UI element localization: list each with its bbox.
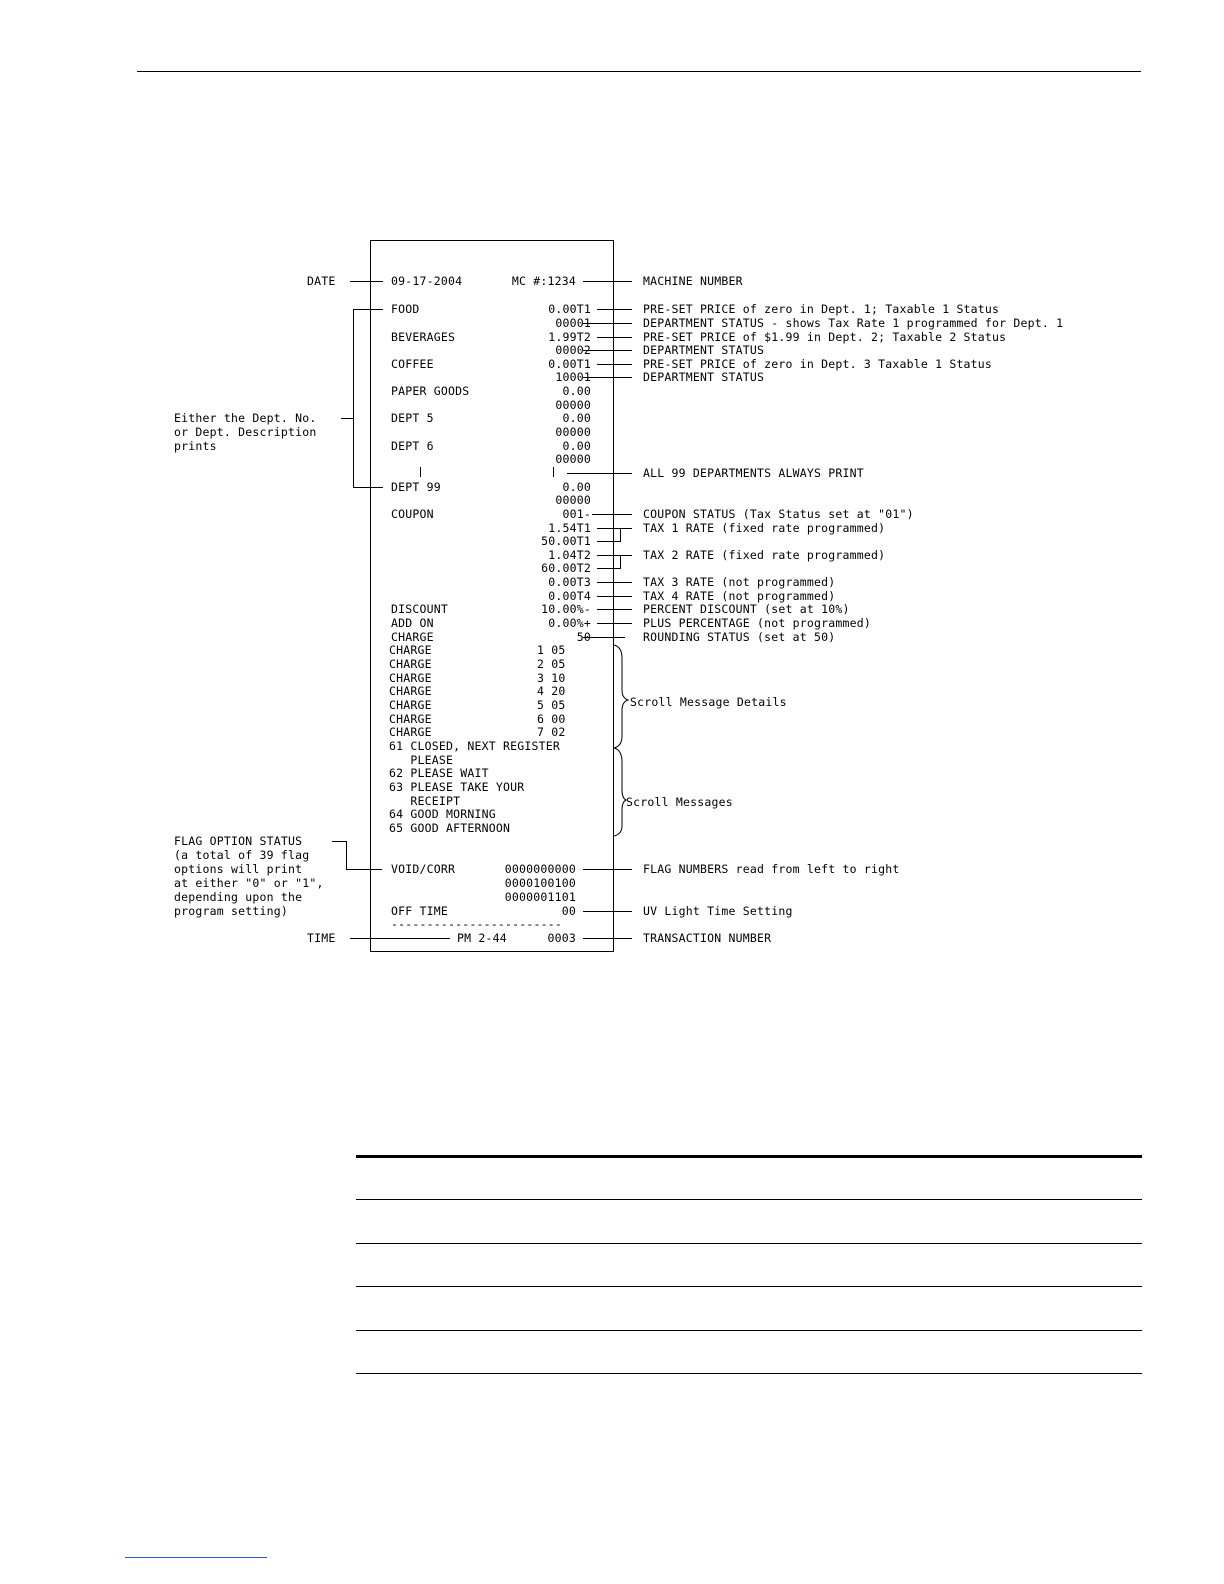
scroll-message-line: 62 PLEASE WAIT xyxy=(389,766,489,780)
scroll-message-line: PLEASE xyxy=(389,753,454,767)
label-scroll-messages: Scroll Messages xyxy=(626,795,733,809)
receipt-row-value: 00000 xyxy=(555,425,591,439)
receipt-dash-line: ------------------------ xyxy=(391,917,562,931)
table-row-rule-5 xyxy=(356,1373,1142,1374)
receipt-row-value: 0.00 xyxy=(562,439,591,453)
annotation-label: DEPARTMENT STATUS xyxy=(643,370,765,384)
label-scroll-message-details: Scroll Message Details xyxy=(630,695,787,709)
receipt-row-value: 00002 xyxy=(555,343,591,357)
receipt-row-value: 10001 xyxy=(555,370,591,384)
annotation-label: PLUS PERCENTAGE (not programmed) xyxy=(643,616,871,630)
scroll-message-line: 65 GOOD AFTERNOON xyxy=(389,821,511,835)
label-dept-note-3: prints xyxy=(174,439,217,453)
flag-line-3: 0000001101 xyxy=(504,890,576,904)
charge-label: CHARGE xyxy=(389,725,432,739)
label-dept-note-2: or Dept. Description xyxy=(174,425,317,439)
annotation-label: MACHINE NUMBER xyxy=(643,274,743,288)
charge-label: CHARGE xyxy=(389,643,432,657)
charge-label: CHARGE xyxy=(389,684,432,698)
charge-value: 4 20 xyxy=(537,684,566,698)
flag-line-1: 0000000000 xyxy=(504,862,576,876)
receipt-time: PM 2-44 xyxy=(457,931,507,945)
annotation-label: DEPARTMENT STATUS xyxy=(643,343,765,357)
receipt-row-value: 1.04T2 xyxy=(548,548,591,562)
label-date: DATE xyxy=(307,274,336,288)
charge-value: 1 05 xyxy=(537,643,566,657)
annotation-label: UV Light Time Setting xyxy=(643,904,793,918)
receipt-row-label: BEVERAGES xyxy=(391,330,456,344)
receipt-row-value: 00000 xyxy=(555,398,591,412)
receipt-row-value: 0.00T1 xyxy=(548,302,591,316)
label-flag-note-5: depending upon the xyxy=(174,890,303,904)
label-flag-note-2: (a total of 39 flag xyxy=(174,848,310,862)
label-flag-note-1: FLAG OPTION STATUS xyxy=(174,834,303,848)
receipt-row-value: 0.00T1 xyxy=(548,357,591,371)
label-flag-note-4: at either "0" or "1", xyxy=(174,876,324,890)
annotation-label: PRE-SET PRICE of $1.99 in Dept. 2; Taxable 2 Status xyxy=(643,330,1007,344)
receipt-row-label: FOOD xyxy=(391,302,420,316)
receipt-row-value: 1.54T1 xyxy=(548,521,591,535)
charge-label: CHARGE xyxy=(389,712,432,726)
scroll-message-line: 64 GOOD MORNING xyxy=(389,807,496,821)
receipt-row-value: 10.00%- xyxy=(541,602,591,616)
charge-value: 7 02 xyxy=(537,725,566,739)
annotation-label: ROUNDING STATUS (set at 50) xyxy=(643,630,836,644)
annotation-label: TAX 1 RATE (fixed rate programmed) xyxy=(643,521,886,535)
scroll-message-line: RECEIPT xyxy=(389,794,461,808)
table-row-rule-4 xyxy=(356,1330,1142,1331)
charge-value: 6 00 xyxy=(537,712,566,726)
brace-scroll-messages xyxy=(614,748,626,836)
scroll-message-line: 61 CLOSED, NEXT REGISTER xyxy=(389,739,560,753)
annotation-label: TAX 2 RATE (fixed rate programmed) xyxy=(643,548,886,562)
off-time-label: OFF TIME xyxy=(391,904,448,918)
annotation-label: DEPARTMENT STATUS - shows Tax Rate 1 programmed for Dept. 1 xyxy=(643,316,1064,330)
receipt-row-value: 001- xyxy=(562,507,591,521)
annotation-label: PRE-SET PRICE of zero in Dept. 1; Taxable 1 Status xyxy=(643,302,1000,316)
charge-value: 2 05 xyxy=(537,657,566,671)
annotation-label: PRE-SET PRICE of zero in Dept. 3 Taxable 1 Status xyxy=(643,357,993,371)
receipt-row-label: COFFEE xyxy=(391,357,434,371)
receipt-row-value: 0.00T3 xyxy=(548,575,591,589)
annotation-label: TAX 3 RATE (not programmed) xyxy=(643,575,836,589)
charge-value: 3 10 xyxy=(537,671,566,685)
receipt-row-label: DEPT 5 xyxy=(391,411,434,425)
off-time-value: 00 xyxy=(561,904,576,918)
receipt-row-label: COUPON xyxy=(391,507,434,521)
receipt-row-label: DEPT 6 xyxy=(391,439,434,453)
receipt-row-value: 1.99T2 xyxy=(548,330,591,344)
label-flag-note-3: options will print xyxy=(174,862,303,876)
receipt-row-value: 00000 xyxy=(555,452,591,466)
label-flag-note-6: program setting) xyxy=(174,904,288,918)
table-row-rule-1 xyxy=(356,1199,1142,1200)
receipt-row-value: 60.00T2 xyxy=(541,561,591,575)
receipt-row-label: DISCOUNT xyxy=(391,602,448,616)
annotation-label: COUPON STATUS (Tax Status set at "01") xyxy=(643,507,914,521)
charge-value: 5 05 xyxy=(537,698,566,712)
receipt-row-value: 0.00T4 xyxy=(548,589,591,603)
receipt-transaction-number: 0003 xyxy=(547,931,576,945)
receipt-row-value: 0.00 xyxy=(562,411,591,425)
table-row-rule-2 xyxy=(356,1243,1142,1244)
annotation-label: FLAG NUMBERS read from left to right xyxy=(643,862,900,876)
receipt-row-value: 50.00T1 xyxy=(541,534,591,548)
annotation-label: ALL 99 DEPARTMENTS ALWAYS PRINT xyxy=(643,466,864,480)
scroll-message-line: 63 PLEASE TAKE YOUR xyxy=(389,780,525,794)
receipt-row-value: 0.00 xyxy=(562,480,591,494)
table-row-rule-3 xyxy=(356,1286,1142,1287)
annotation-label: TRANSACTION NUMBER xyxy=(643,931,772,945)
charge-label: CHARGE xyxy=(389,657,432,671)
annotation-label: PERCENT DISCOUNT (set at 10%) xyxy=(643,602,850,616)
receipt-row-value: 0.00%+ xyxy=(548,616,591,630)
receipt-machine-number: MC #:1234 xyxy=(511,274,576,288)
receipt-row-value: 0.00 xyxy=(562,384,591,398)
footer-rule xyxy=(125,1557,267,1558)
label-dept-note-1: Either the Dept. No. xyxy=(174,411,317,425)
brace-scroll-details xyxy=(614,645,628,748)
receipt-row-value: 00000 xyxy=(555,493,591,507)
void-corr-label: VOID/CORR xyxy=(391,862,456,876)
receipt-row-value: 00001 xyxy=(555,316,591,330)
receipt-row-label: DEPT 99 xyxy=(391,480,441,494)
table-top-rule xyxy=(356,1155,1142,1158)
charge-label: CHARGE xyxy=(389,671,432,685)
receipt-date: 09-17-2004 xyxy=(391,274,463,288)
charge-label: CHARGE xyxy=(389,698,432,712)
receipt-row-label: PAPER GOODS xyxy=(391,384,470,398)
label-time: TIME xyxy=(307,931,336,945)
annotation-label: TAX 4 RATE (not programmed) xyxy=(643,589,836,603)
receipt-row-value: 50 xyxy=(576,630,591,644)
receipt-row-label: ADD ON xyxy=(391,616,434,630)
receipt-row-label: CHARGE xyxy=(391,630,434,644)
flag-line-2: 0000100100 xyxy=(504,876,576,890)
